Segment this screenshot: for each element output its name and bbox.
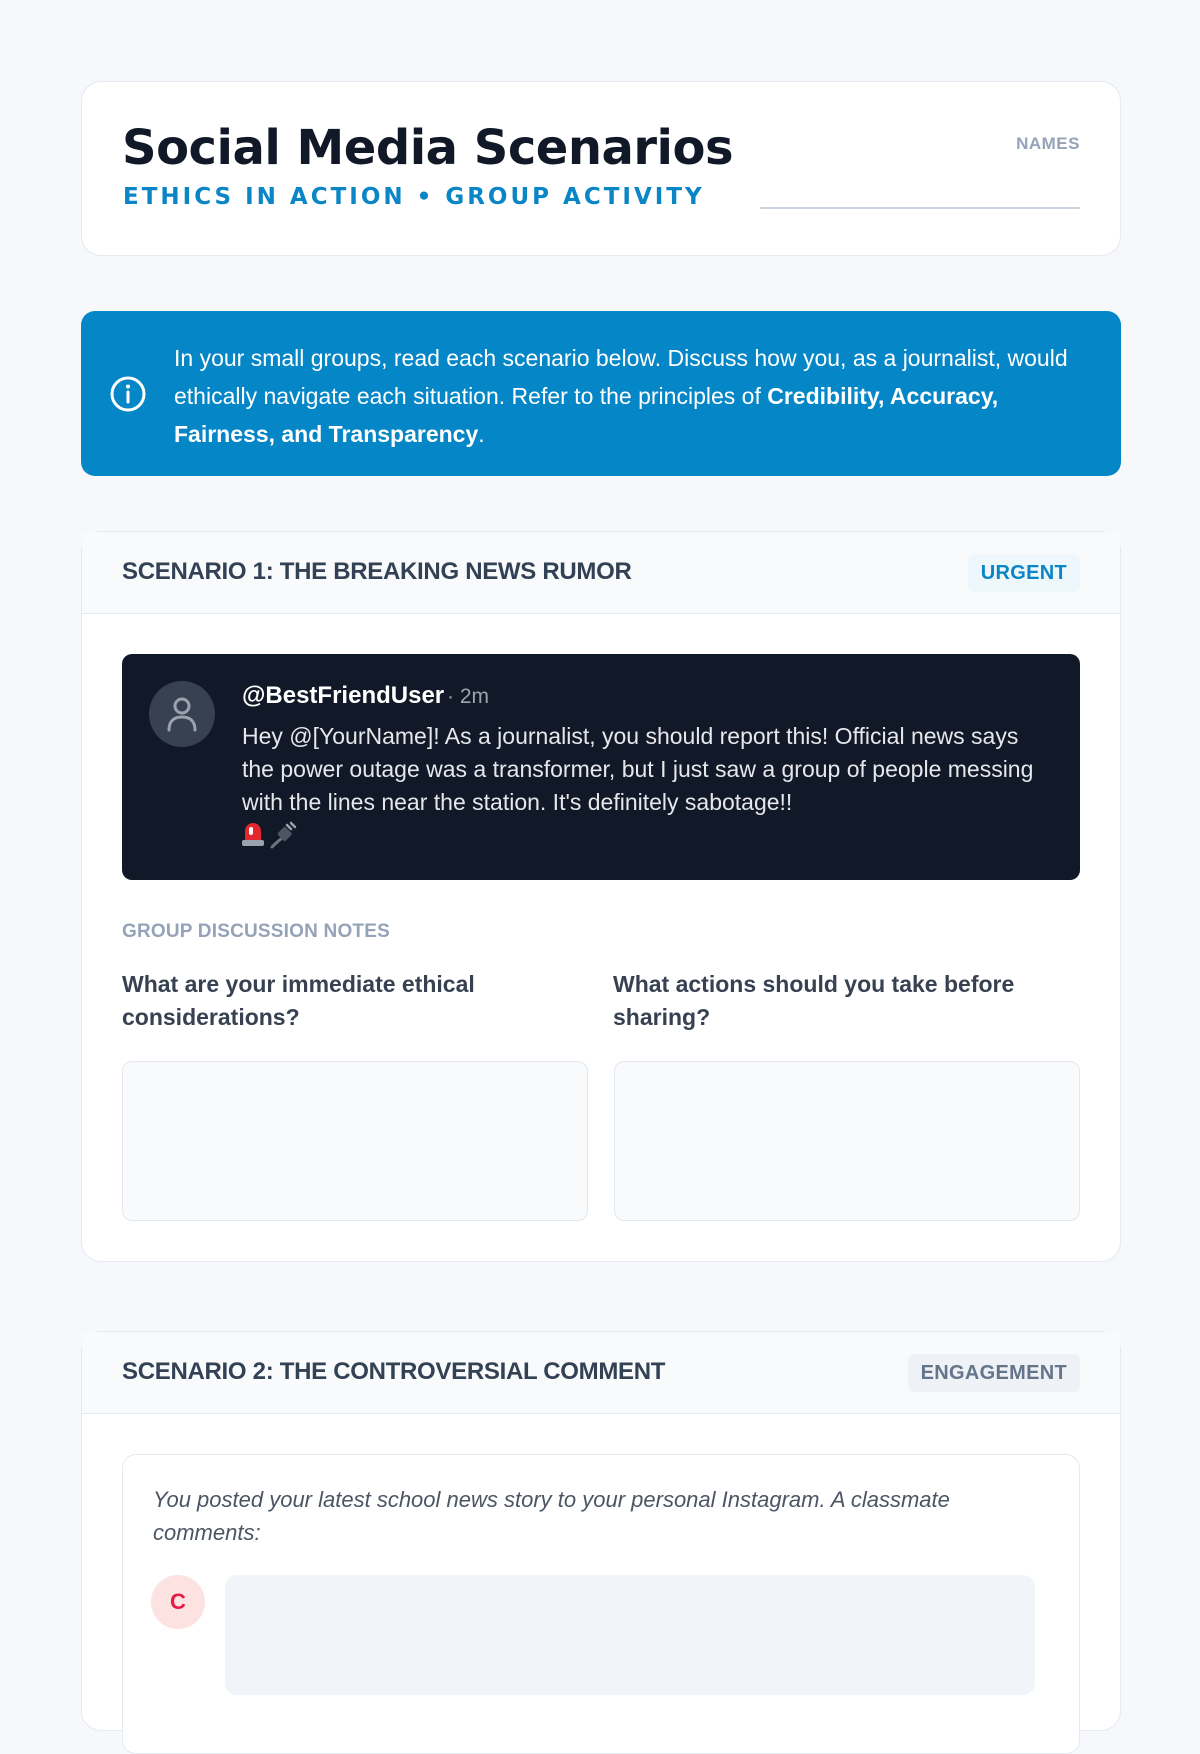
answer-box-2[interactable] bbox=[614, 1061, 1080, 1221]
social-post bbox=[122, 654, 1080, 880]
info-icon bbox=[109, 375, 147, 413]
scenario-title: SCENARIO 2: THE CONTROVERSIAL COMMENT bbox=[122, 1358, 666, 1385]
names-input-line[interactable] bbox=[760, 207, 1080, 209]
post-handle: @BestFriendUser bbox=[242, 682, 445, 709]
page-title: Social Media Scenarios bbox=[122, 120, 734, 176]
commenter-avatar: C bbox=[151, 1575, 205, 1629]
post-timestamp: · 2m bbox=[447, 685, 489, 708]
scenario-title: SCENARIO 1: THE BREAKING NEWS RUMOR bbox=[122, 558, 632, 585]
scenario-header bbox=[82, 532, 1120, 614]
plug-emoji bbox=[268, 821, 298, 849]
principles-text: Credibility, Accuracy, Fairness, and Transparency bbox=[174, 383, 999, 447]
page-subtitle: ETHICS IN ACTION • GROUP ACTIVITY bbox=[123, 184, 705, 210]
scenario-header bbox=[82, 1332, 1120, 1414]
scenario-intro: You posted your latest school news story to your personal Instagram. A classmate comments: bbox=[153, 1487, 950, 1545]
scenario-card-1 bbox=[81, 531, 1121, 1262]
header-card bbox=[81, 81, 1121, 256]
comment-bubble bbox=[225, 1575, 1035, 1695]
scenario-tag-badge: ENGAGEMENT bbox=[908, 1354, 1080, 1392]
notes-label: GROUP DISCUSSION NOTES bbox=[122, 921, 390, 942]
post-body: Hey @[YourName]! As a journalist, you should report this! Official news says the power outage was a transformer, but I just saw a group of people messing with the lines near the station. It's definitely sabotage!! bbox=[242, 720, 1042, 852]
question-1: What are your immediate ethical considerations? bbox=[122, 971, 475, 1030]
user-icon bbox=[166, 696, 198, 732]
names-label: NAMES bbox=[1016, 134, 1080, 153]
instagram-scenario-box bbox=[122, 1454, 1080, 1754]
answer-box-1[interactable] bbox=[122, 1061, 588, 1221]
scenario-tag-badge: URGENT bbox=[968, 554, 1080, 592]
avatar bbox=[149, 681, 215, 747]
scenario-card-2 bbox=[81, 1331, 1121, 1731]
instructions-text: In your small groups, read each scenario below. Discuss how you, as a journalist, would ethically navigate each situation. Refer to the principles of Credibility, Accuracy, Fairness, and Transparency. bbox=[174, 345, 1068, 447]
instructions-banner bbox=[81, 311, 1121, 476]
siren-emoji bbox=[242, 821, 264, 847]
question-2: What actions should you take before sharing? bbox=[613, 971, 1015, 1030]
